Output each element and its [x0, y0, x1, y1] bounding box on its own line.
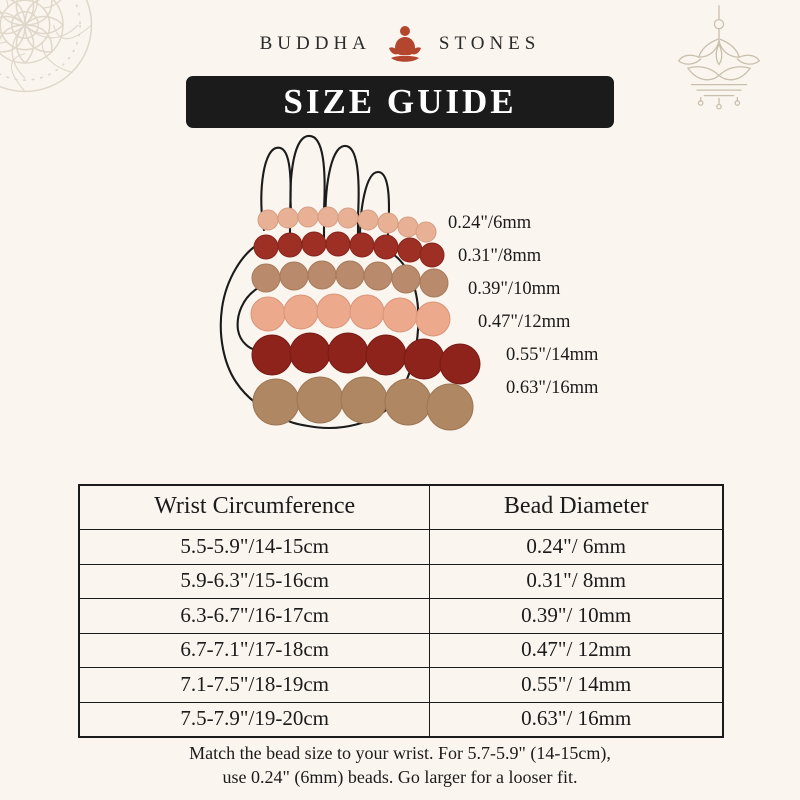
meditating-figure-logo-icon — [385, 22, 425, 66]
table-row — [80, 633, 723, 668]
cell-wrist: 5.5-5.9"/14-15cm — [80, 530, 430, 565]
cell-bead: 0.31"/ 8mm — [430, 564, 723, 599]
table-row — [80, 530, 723, 565]
footer-line-2: use 0.24" (6mm) beads. Go larger for a looser fit. — [222, 766, 578, 787]
cell-bead: 0.24"/ 6mm — [430, 530, 723, 565]
table-header-row — [80, 486, 723, 530]
table-row — [80, 702, 723, 737]
table-row — [80, 564, 723, 599]
bracelet-label: 0.31"/8mm — [458, 246, 542, 266]
cell-bead: 0.39"/ 10mm — [430, 599, 723, 634]
page-title: SIZE GUIDE — [283, 82, 517, 121]
bracelet-label: 0.47"/12mm — [478, 312, 571, 332]
brand-header — [0, 22, 800, 66]
cell-wrist: 5.9-6.3"/15-16cm — [80, 564, 430, 599]
brand-word-left: BUDDHA — [259, 33, 371, 54]
page-title-bar — [186, 76, 614, 128]
size-table — [78, 484, 724, 738]
bracelet-label: 0.24"/6mm — [448, 213, 532, 233]
bracelet-label: 0.63"/16mm — [506, 378, 599, 398]
cell-wrist: 6.7-7.1"/17-18cm — [80, 633, 430, 668]
footer-line-1: Match the bead size to your wrist. For 5.7-5.9" (14-15cm), — [189, 743, 611, 763]
bracelet-rows — [251, 207, 480, 430]
column-header-bead: Bead Diameter — [430, 486, 723, 530]
brand-word-right: STONES — [438, 33, 541, 54]
cell-wrist: 7.5-7.9"/19-20cm — [80, 702, 430, 737]
cell-bead: 0.47"/ 12mm — [430, 633, 723, 668]
bracelet-label: 0.55"/14mm — [506, 345, 599, 365]
cell-wrist: 6.3-6.7"/16-17cm — [80, 599, 430, 634]
table-row — [80, 668, 723, 703]
cell-bead: 0.55"/ 14mm — [430, 668, 723, 703]
column-header-wrist: Wrist Circumference — [80, 486, 430, 530]
cell-wrist: 7.1-7.5"/18-19cm — [80, 668, 430, 703]
table-row — [80, 599, 723, 634]
footer-note — [0, 742, 800, 790]
bracelet-label: 0.39"/10mm — [468, 279, 561, 299]
cell-bead: 0.63"/ 16mm — [430, 702, 723, 737]
open-hand-illustration-icon — [180, 130, 510, 470]
